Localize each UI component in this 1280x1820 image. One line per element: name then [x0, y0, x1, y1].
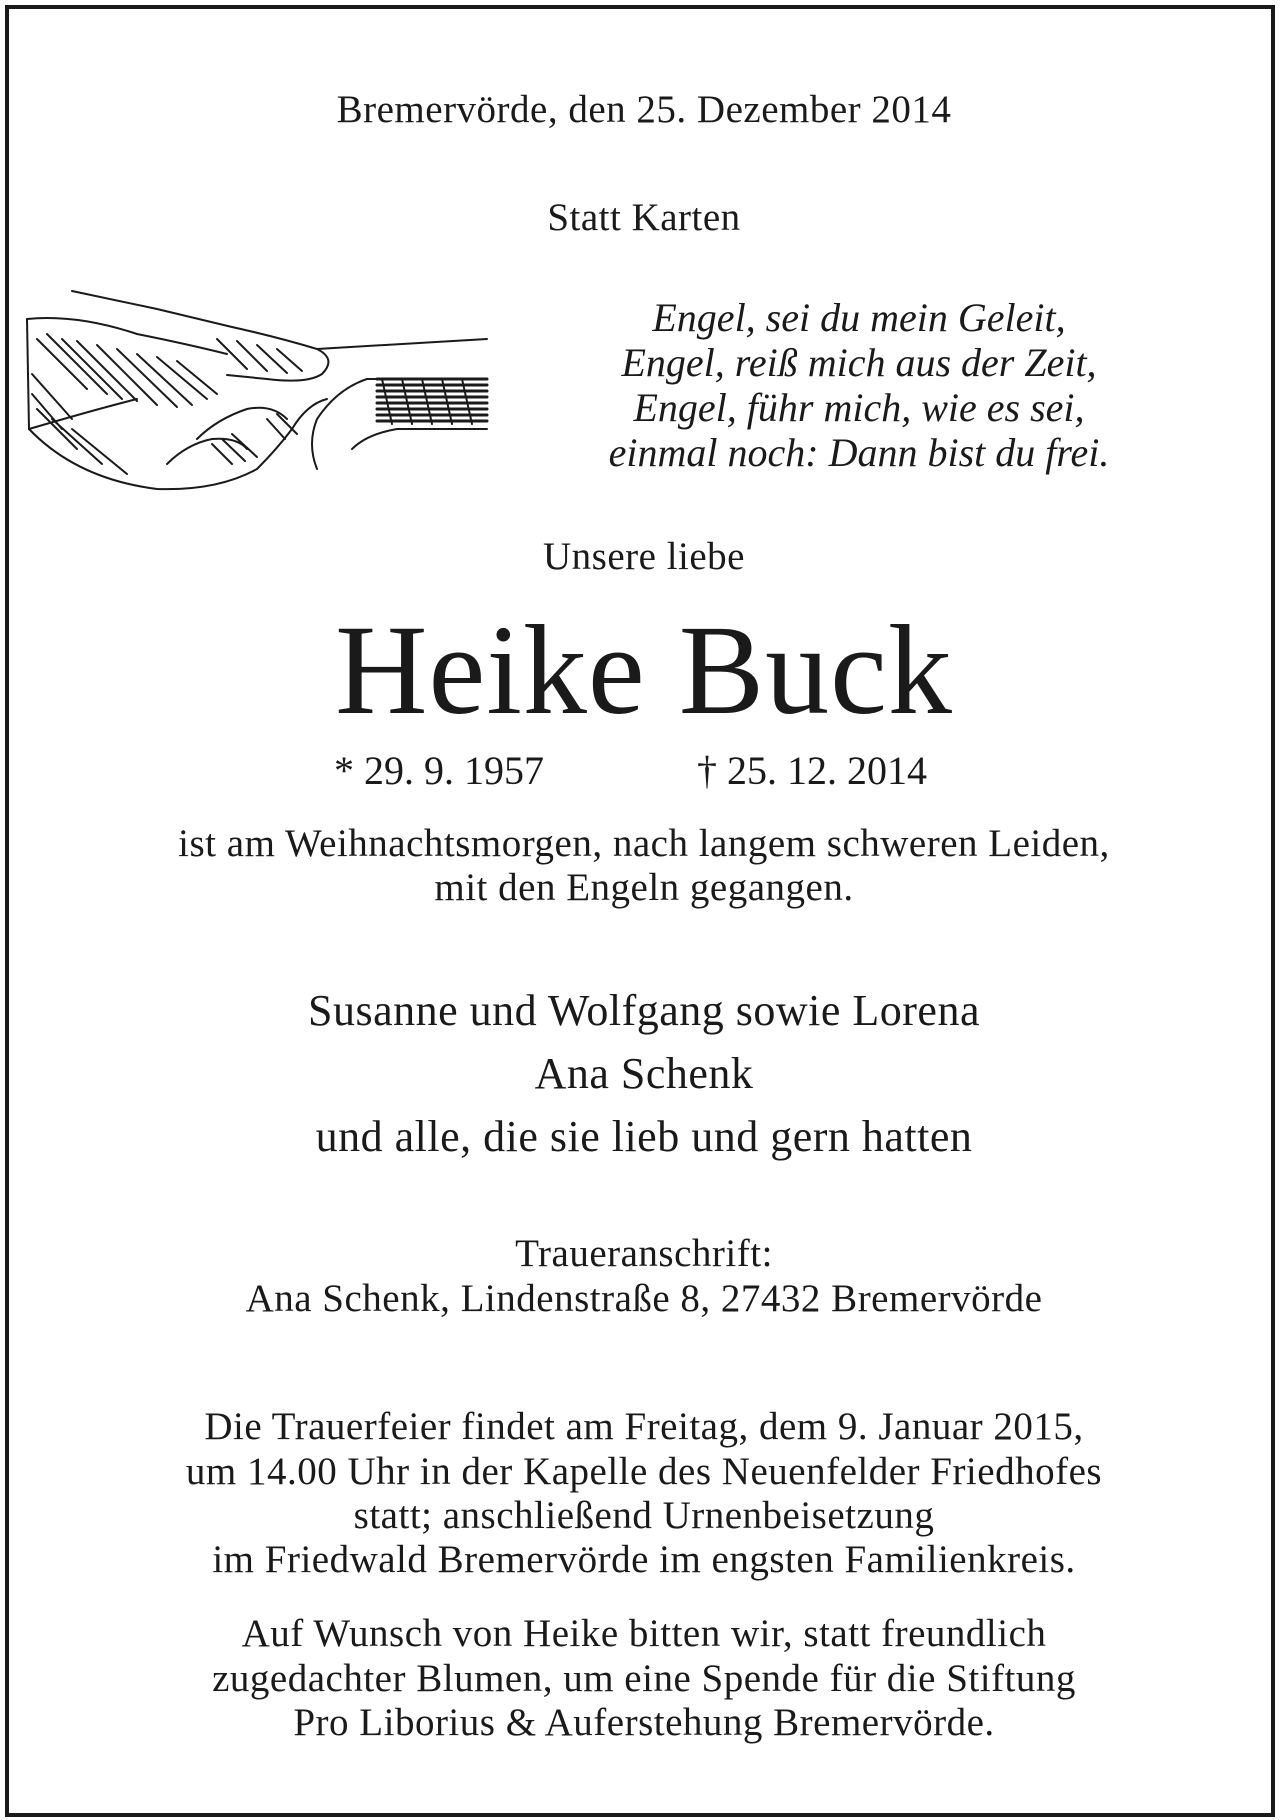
poem-line: Engel, reiß mich aus der Zeit, — [621, 340, 1097, 385]
obituary-notice — [5, 5, 1275, 1817]
mourners-line: und alle, die sie lieb und gern hatten — [315, 1112, 973, 1161]
donation-line: zugedachter Blumen, um eine Spende für die Stiftung — [212, 1657, 1076, 1700]
place-date: Bremervörde, den 25. Dezember 2014 — [336, 88, 952, 131]
donation-line: Pro Liborius & Auferstehung Bremervörde. — [293, 1701, 995, 1744]
address-label: Traueranschrift: — [515, 1232, 773, 1275]
service-line: um 14.00 Uhr in der Kapelle des Neuenfelder Friedhofes — [185, 1450, 1103, 1493]
mourners-line: Susanne und Wolfgang sowie Lorena — [307, 986, 980, 1035]
message-line: ist am Weihnachtsmorgen, nach langem schweren Leiden, — [178, 822, 1110, 865]
service-line: statt; anschließend Urnenbeisetzung — [353, 1494, 935, 1537]
poem-line: Engel, führ mich, wie es sei, — [633, 385, 1085, 430]
message-line: mit den Engeln gegangen. — [434, 866, 854, 909]
service-line: Die Trauerfeier findet am Freitag, dem 9. Januar 2015, — [204, 1405, 1084, 1448]
hands-clasping-icon — [17, 279, 497, 499]
service-line: im Friedwald Bremervörde im engsten Familienkreis. — [212, 1538, 1076, 1581]
mourners-line: Ana Schenk — [534, 1049, 754, 1098]
deceased-name: Heike Buck — [335, 599, 953, 741]
donation-line: Auf Wunsch von Heike bitten wir, statt freundlich — [241, 1612, 1047, 1655]
intro-text: Unsere liebe — [543, 535, 745, 578]
death-date: † 25. 12. 2014 — [697, 748, 927, 793]
poem-line: Engel, sei du mein Geleit, — [652, 295, 1066, 340]
birth-date: * 29. 9. 1957 — [334, 748, 544, 793]
statt-karten: Statt Karten — [547, 196, 741, 239]
address-value: Ana Schenk, Lindenstraße 8, 27432 Bremervörde — [245, 1277, 1043, 1320]
poem-line: einmal noch: Dann bist du frei. — [608, 430, 1110, 475]
